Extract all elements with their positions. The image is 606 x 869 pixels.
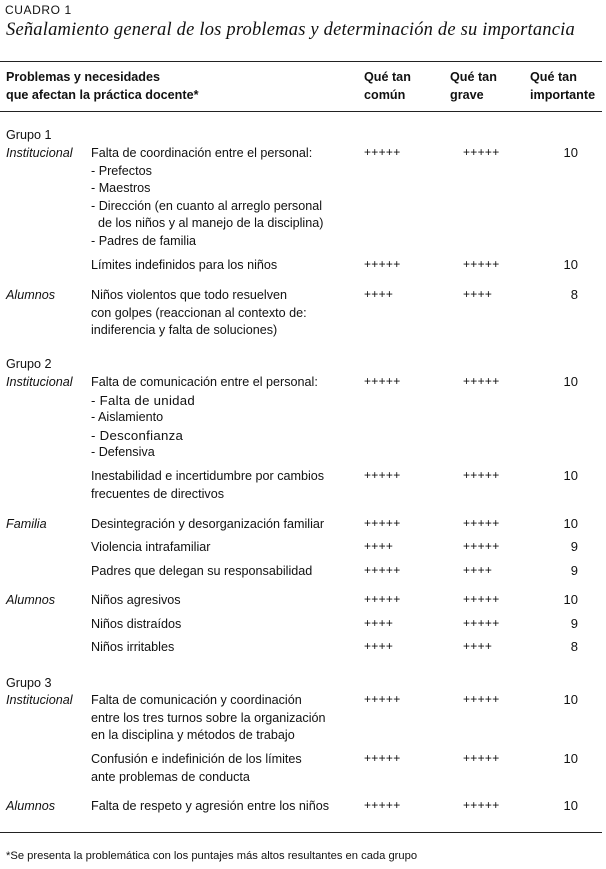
comun-score: +++++ <box>364 592 401 606</box>
problem-text <box>91 539 210 557</box>
problem-line: Falta de coordinación entre el personal: <box>91 146 313 160</box>
category-label: Alumnos <box>6 593 55 607</box>
importance-value: 10 <box>563 592 578 607</box>
problem-line: Niños distraídos <box>91 617 182 631</box>
importance-value: 10 <box>563 145 578 160</box>
problem-text <box>91 257 277 275</box>
problem-text <box>91 563 312 581</box>
problem-text <box>91 751 302 786</box>
importance-value: 10 <box>563 692 578 707</box>
problem-line: Niños violentos que todo resuelven <box>91 288 288 302</box>
importance-value: 8 <box>570 639 578 654</box>
importance-value: 10 <box>563 257 578 272</box>
category-label: Institucional <box>6 375 73 389</box>
comun-score: ++++ <box>364 639 394 653</box>
problem-text <box>91 287 307 340</box>
comun-score: +++++ <box>364 516 401 530</box>
problem-line: Falta de comunicación y coordinación <box>91 693 302 707</box>
comun-score: +++++ <box>364 145 401 159</box>
problem-line: indiferencia y falta de soluciones) <box>91 323 278 337</box>
problem-line: Límites indefinidos para los niños <box>91 258 278 272</box>
group-title: Grupo 2 <box>6 357 52 371</box>
problem-line: Padres que delegan su responsabilidad <box>91 564 313 578</box>
group-title: Grupo 1 <box>6 128 52 142</box>
problem-line: - Maestros <box>91 181 151 195</box>
grave-score: +++++ <box>463 798 500 812</box>
top-rule <box>0 61 602 62</box>
header-rule <box>0 111 602 112</box>
header-problems-line1: Problemas y necesidades <box>6 70 161 84</box>
problem-text <box>91 374 318 462</box>
problem-line: - Falta de unidad <box>91 392 196 408</box>
problem-line: - Dirección (en cuanto al arreglo personal <box>91 198 323 213</box>
problem-text <box>91 798 329 816</box>
importance-value: 10 <box>563 798 578 813</box>
problem-text <box>91 592 181 610</box>
problem-text <box>91 145 323 250</box>
problem-line: - Defensiva <box>91 445 155 459</box>
header-importancia-line1: Qué tan <box>530 70 577 84</box>
grave-score: +++++ <box>463 374 500 388</box>
problem-line: Confusión e indefinición de los límites <box>91 752 302 766</box>
problem-line: de los niños y al manejo de la disciplina) <box>91 216 324 230</box>
grave-score: +++++ <box>463 751 500 765</box>
category-label: Institucional <box>6 693 73 707</box>
grave-score: ++++ <box>463 563 493 577</box>
problem-line: frecuentes de directivos <box>91 486 225 501</box>
footnote: *Se presenta la problemática con los puntajes más altos resultantes en cada grupo <box>6 850 418 862</box>
comun-score: ++++ <box>364 616 394 630</box>
problem-line: Niños irritables <box>91 640 175 654</box>
category-label: Institucional <box>6 146 73 160</box>
problem-text <box>91 468 324 503</box>
category-label: Familia <box>6 517 47 531</box>
problem-text <box>91 639 174 657</box>
grave-score: +++++ <box>463 468 500 482</box>
comun-score: +++++ <box>364 468 401 482</box>
header-comun-line2: común <box>364 88 406 102</box>
problem-line: Falta de comunicación entre el personal: <box>91 375 318 389</box>
problem-text <box>91 692 326 745</box>
grave-score: +++++ <box>463 257 500 271</box>
problem-line: ante problemas de conducta <box>91 769 250 784</box>
comun-score: +++++ <box>364 751 401 765</box>
table-title: Señalamiento general de los problemas y determinación de su importancia <box>6 20 575 40</box>
header-importancia-line2: importante <box>530 88 596 102</box>
importance-value: 10 <box>563 516 578 531</box>
comun-score: ++++ <box>364 287 394 301</box>
problem-line: - Desconfianza <box>91 427 184 443</box>
grave-score: ++++ <box>463 287 493 301</box>
header-grave <box>450 68 497 104</box>
problem-line: entre los tres turnos sobre la organización <box>91 710 326 725</box>
problem-text <box>91 616 181 634</box>
category-label: Alumnos <box>6 799 55 813</box>
importance-value: 9 <box>570 539 578 554</box>
grave-score: +++++ <box>463 592 500 606</box>
header-importancia <box>530 68 595 104</box>
problem-line: Falta de respeto y agresión entre los niños <box>91 799 330 813</box>
comun-score: +++++ <box>364 692 401 706</box>
problem-line: Niños agresivos <box>91 593 181 607</box>
header-comun <box>364 68 411 104</box>
header-comun-line1: Qué tan <box>364 70 411 84</box>
comun-score: +++++ <box>364 257 401 271</box>
importance-value: 9 <box>570 563 578 578</box>
grave-score: +++++ <box>463 516 500 530</box>
importance-value: 10 <box>563 468 578 483</box>
grave-score: +++++ <box>463 616 500 630</box>
problem-line: - Prefectos <box>91 163 152 178</box>
grave-score: ++++ <box>463 639 493 653</box>
problem-text <box>91 516 324 534</box>
grave-score: +++++ <box>463 539 500 553</box>
grave-score: +++++ <box>463 145 500 159</box>
category-label: Alumnos <box>6 288 55 302</box>
header-problems-line2: que afectan la práctica docente* <box>6 88 199 102</box>
header-grave-line1: Qué tan <box>450 70 497 84</box>
table-label: CUADRO 1 <box>5 3 72 17</box>
comun-score: ++++ <box>364 539 394 553</box>
comun-score: +++++ <box>364 798 401 812</box>
comun-score: +++++ <box>364 374 401 388</box>
header-grave-line2: grave <box>450 88 484 102</box>
bottom-rule <box>0 832 602 833</box>
grave-score: +++++ <box>463 692 500 706</box>
problem-line: - Aislamiento <box>91 410 164 424</box>
problem-line: Inestabilidad e incertidumbre por cambios <box>91 469 325 483</box>
problem-line: - Padres de familia <box>91 233 196 248</box>
group-title: Grupo 3 <box>6 676 52 690</box>
problem-line: en la disciplina y métodos de trabajo <box>91 728 295 742</box>
importance-value: 10 <box>563 374 578 389</box>
importance-value: 9 <box>570 616 578 631</box>
problem-line: Desintegración y desorganización familiar <box>91 517 325 531</box>
problem-line: con golpes (reaccionan al contexto de: <box>91 305 307 320</box>
comun-score: +++++ <box>364 563 401 577</box>
header-problems <box>6 68 198 104</box>
importance-value: 10 <box>563 751 578 766</box>
problem-line: Violencia intrafamiliar <box>91 540 211 554</box>
importance-value: 8 <box>570 287 578 302</box>
